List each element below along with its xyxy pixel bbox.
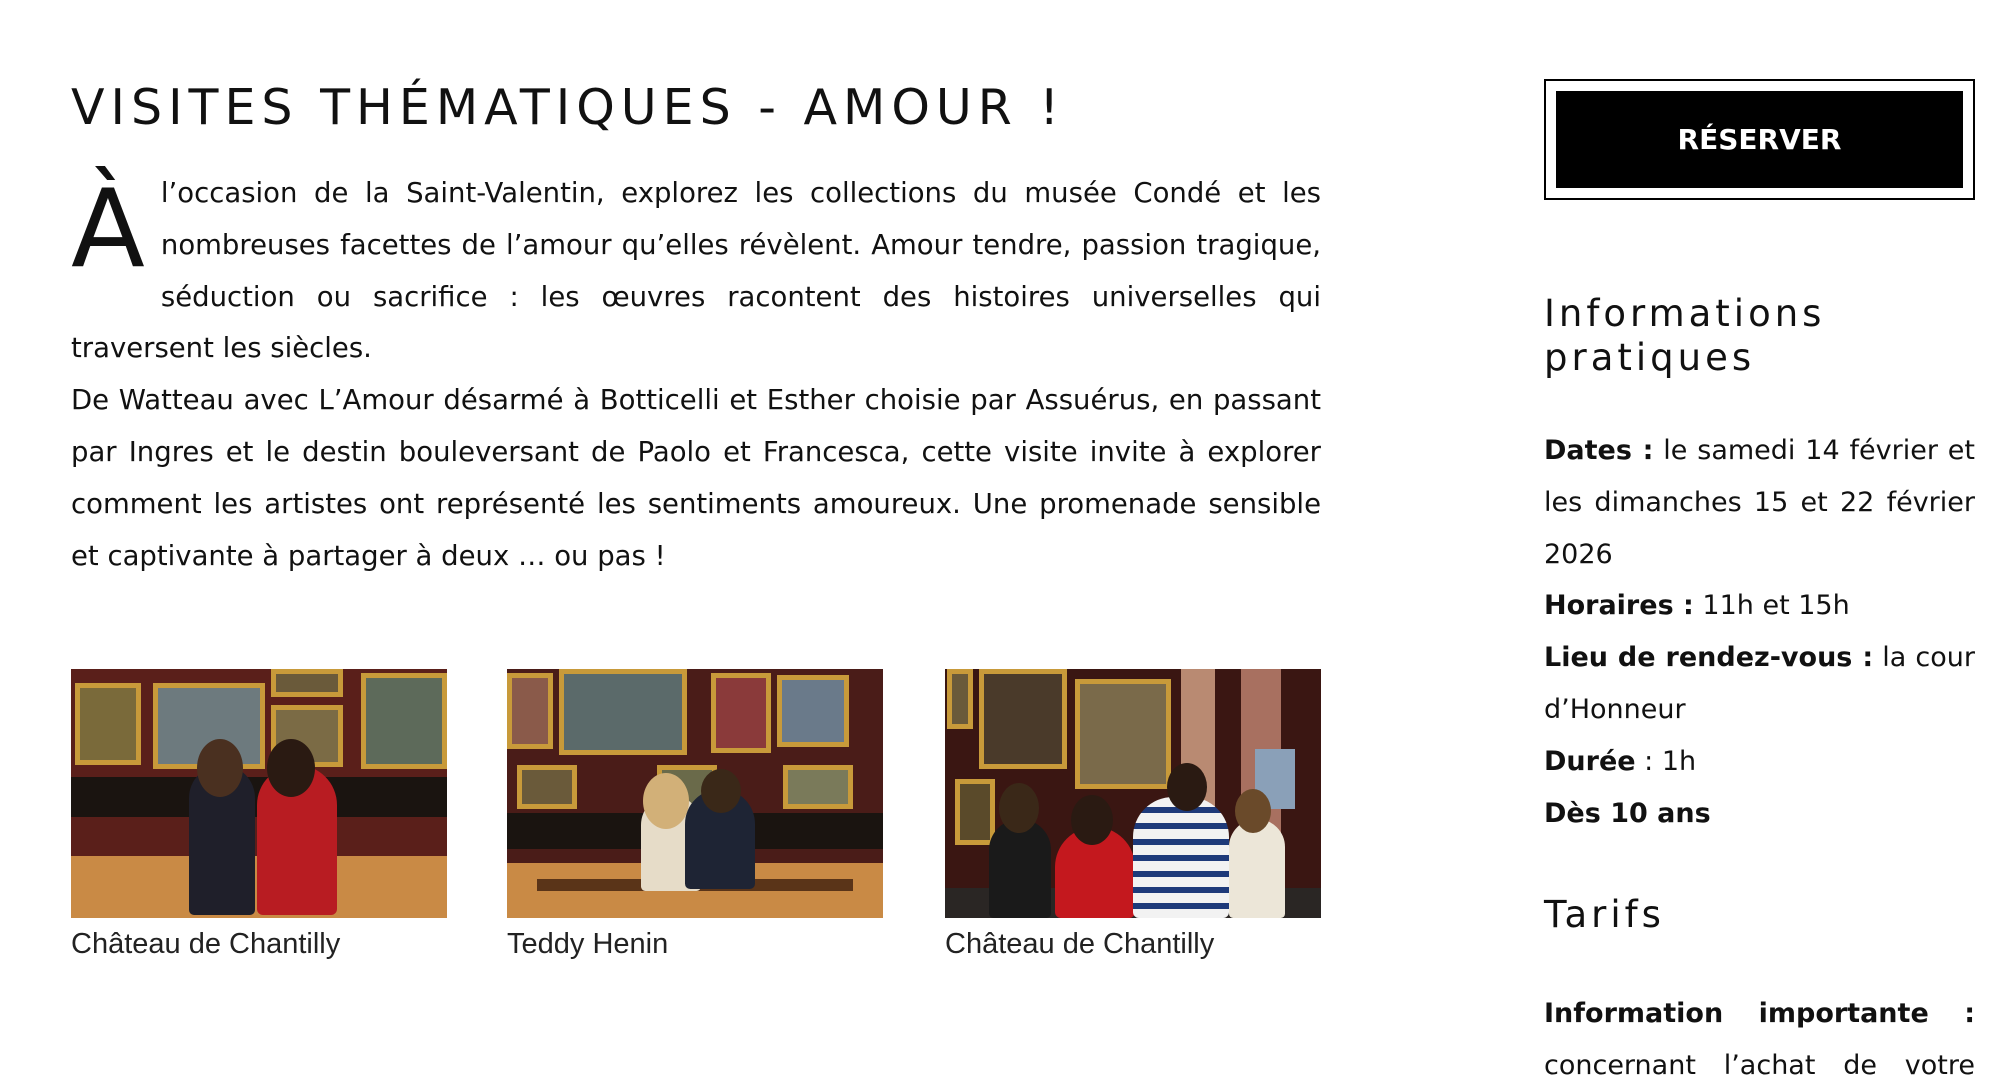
tarif-note-text (1544, 988, 1975, 1092)
info-horaires (1544, 580, 1975, 632)
lieu-value: la cour d’Honneur (1544, 642, 1976, 725)
horaires-value: 11h et 15h (1693, 590, 1850, 622)
tarifs-heading: Tarifs (1544, 893, 1665, 936)
tarif-note-value: concernant l’achat de votre (1544, 1049, 1975, 1081)
lieu-label: Lieu de rendez-vous : (1544, 642, 1874, 674)
info-lieu (1544, 632, 1975, 736)
gallery-photo-1[interactable] (71, 669, 447, 918)
tarif-note (1544, 988, 1975, 1092)
gallery-item-2[interactable] (507, 669, 883, 962)
drop-cap: À (71, 167, 145, 292)
photo-credit-1: Château de Chantilly (71, 928, 341, 960)
reserve-button[interactable]: RÉSERVER (1556, 91, 1963, 188)
gallery-item-1[interactable] (71, 669, 447, 962)
dates-label: Dates : (1544, 435, 1654, 466)
info-dates (1544, 425, 1975, 580)
intro-text: l’occasion de la Saint-Valentin, explorez les collections du musée Condé et les nombreuses facettes de l’amour qu’elles révèlent. Amour tendre, passion tragique, séduction ou sacrifice : les œuvres racontent des histoires universelles qui traversent les siècles. (71, 177, 1321, 365)
info-age (1544, 788, 1975, 840)
age-label: Dès 10 ans (1544, 797, 1711, 829)
reserve-button-frame (1544, 79, 1975, 200)
dates-value: le samedi 14 février et les dimanches 15 et 22 février 2026 (1544, 435, 1975, 570)
gallery-item-3[interactable] (945, 669, 1321, 962)
photo-credit-3: Château de Chantilly (945, 928, 1215, 960)
duree-label: Durée (1544, 745, 1636, 777)
intro-paragraph (71, 168, 1321, 375)
gallery-photo-3[interactable] (945, 669, 1321, 918)
info-list (1544, 425, 1975, 839)
info-heading: Informations pratiques (1544, 292, 1826, 379)
article-body (71, 168, 1321, 582)
duree-value: : 1h (1635, 745, 1697, 777)
info-duree (1544, 736, 1975, 788)
paragraph-2: De Watteau avec L’Amour désarmé à Botticelli et Esther choisie par Assuérus, en passant par Ingres et le destin bouleversant de Paolo et Francesca, cette visite invite à explorer comment les artistes ont représenté les sentiments amoureux. Une promenade sensible et captivante à partager à deux … ou pas ! (71, 384, 1321, 572)
gallery-photo-2[interactable] (507, 669, 883, 918)
page-title: VISITES THÉMATIQUES - AMOUR ! (71, 79, 1066, 136)
horaires-label: Horaires : (1544, 590, 1694, 622)
photo-credit-2: Teddy Henin (507, 928, 669, 960)
tarif-note-label: Information importante : (1544, 998, 1975, 1029)
